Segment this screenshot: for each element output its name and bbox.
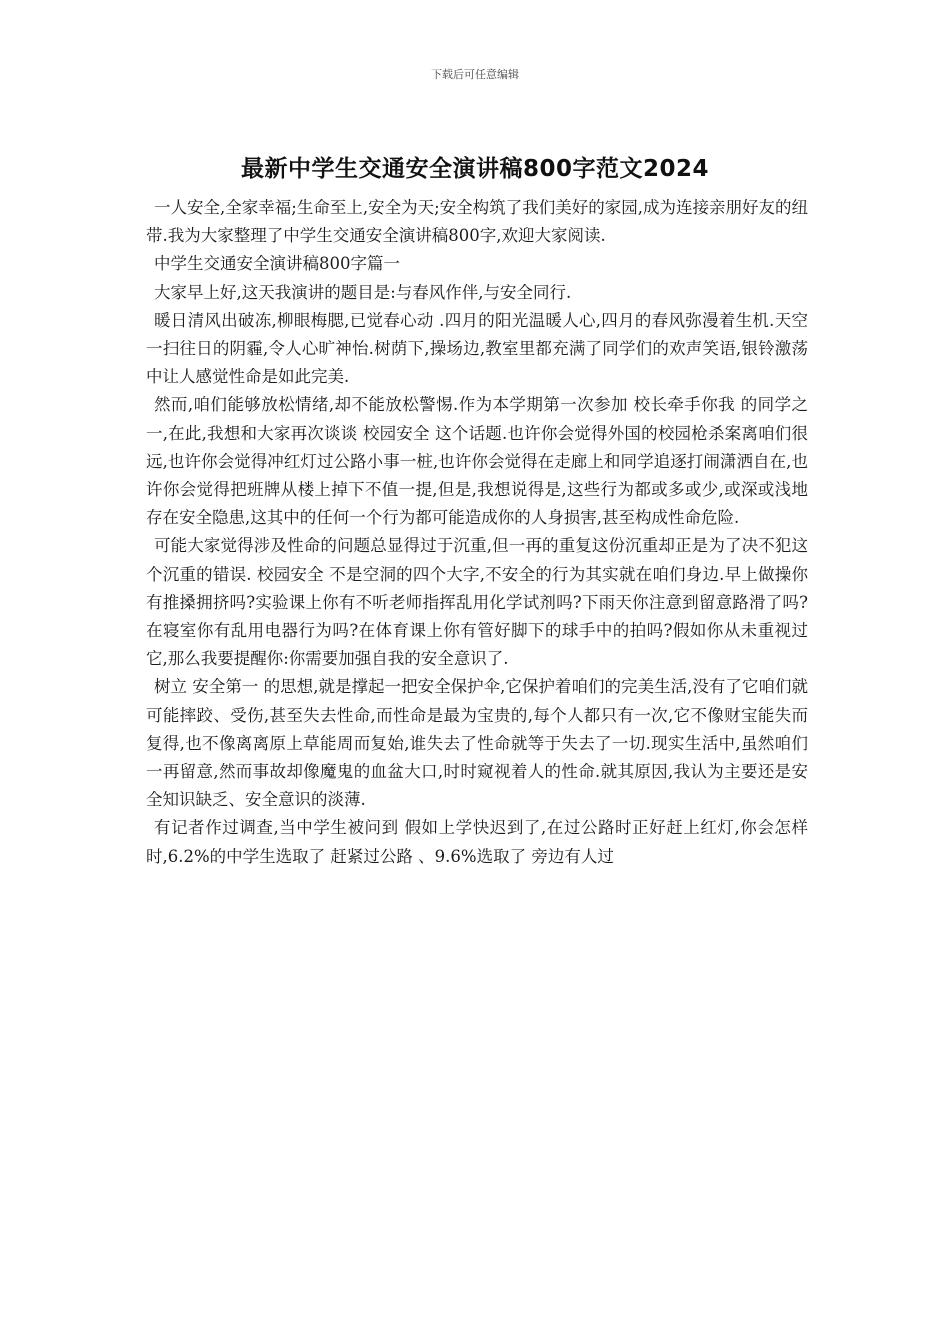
document-title: 最新中学生交通安全演讲稿800字范文2024: [240, 156, 710, 182]
paragraph: 大家早上好,这天我演讲的题目是:与春风作伴,与安全同行.: [154, 282, 572, 302]
document-body: [146, 194, 808, 871]
header-note: 下载后可任意编辑: [431, 68, 519, 81]
paragraph: 暖日清风出破冻,柳眼梅腮,已觉春心动 .四月的阳光温暖人心,四月的春风弥漫着生机.天空一扫往日的阴霾,令人心旷神怡.树荫下,操场边,教室里都充满了同学们的欢声笑语,银铃激荡中让人感觉性命是如此完美.: [146, 310, 808, 387]
paragraph: 一人安全,全家幸福;生命至上,安全为天;安全构筑了我们美好的家园,成为连接亲朋好友的纽带.我为大家整理了中学生交通安全演讲稿800字,欢迎大家阅读.: [146, 198, 808, 246]
paragraph: 可能大家觉得涉及性命的问题总显得过于沉重,但一再的重复这份沉重却正是为了决不犯这个沉重的错误. 校园安全 不是空洞的四个大字,不安全的行为其实就在咱们身边.早上做操你有推搡拥挤吗?实验课上你有不听老师指挥乱用化学试剂吗?下雨天你注意到留意路滑了吗?在寝室你有乱用电器行为吗?在体育课上你有管好脚下的球手中的拍吗?假如你从未重视过它,那么我要提醒你:你需要加强自我的安全意识了.: [146, 536, 808, 669]
section-heading: 中学生交通安全演讲稿800字篇一: [154, 254, 400, 274]
paragraph: 树立 安全第一 的思想,就是撑起一把安全保护伞,它保护着咱们的完美生活,没有了它咱们就可能摔跤、受伤,甚至失去性命,而性命是最为宝贵的,每个人都只有一次,它不像财宝能失而复得,也不像离离原上草能周而复始,谁失去了性命就等于失去了一切.现实生活中,虽然咱们一再留意,然而事故却像魔鬼的血盆大口,时时窥视着人的性命.就其原因,我认为主要还是安全知识缺乏、安全意识的淡薄.: [146, 677, 808, 810]
paragraph: 有记者作过调查,当中学生被问到 假如上学快迟到了,在过公路时正好赶上红灯,你会怎样 时,6.2%的中学生选取了 赶紧过公路 、9.6%选取了 旁边有人过: [146, 818, 808, 866]
paragraph: 然而,咱们能够放松情绪,却不能放松警惕.作为本学期第一次参加 校长牵手你我 的同学之一,在此,我想和大家再次谈谈 校园安全 这个话题.也许你会觉得外国的校园枪杀案离咱们很远,也许你会觉得冲红灯过公路小事一桩,也许你会觉得在走廊上和同学追逐打闹潇洒自在,也许你会觉得把班牌从楼上掉下不值一提,但是,我想说得是,这些行为都或多或少,或深或浅地存在安全隐患,这其中的任何一个行为都可能造成你的人身损害,甚至构成性命危险.: [146, 395, 808, 528]
